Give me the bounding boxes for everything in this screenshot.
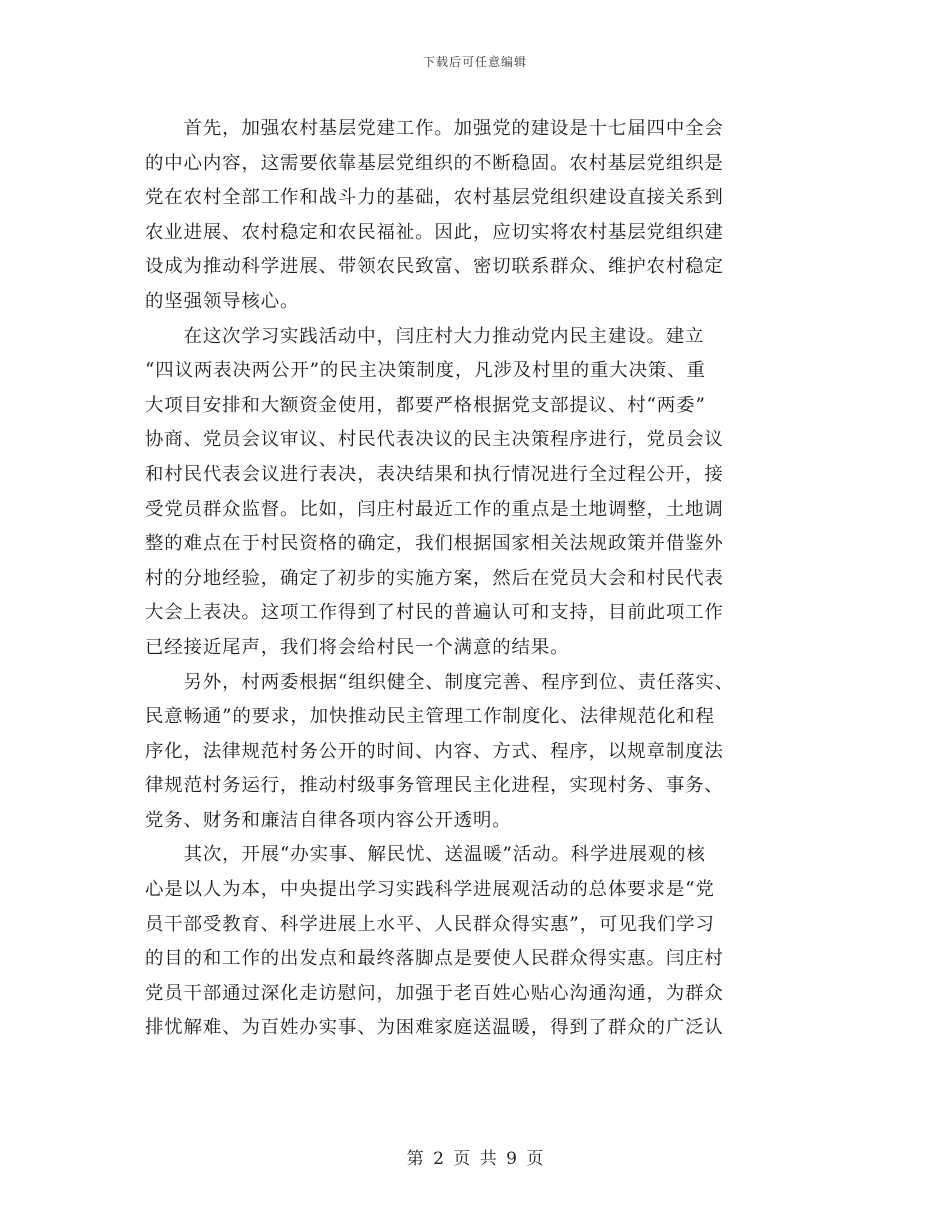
text-line: 的目的和工作的出发点和最终落脚点是要使人民群众得实惠。闫庄村 (145, 948, 724, 970)
text-line: 民意畅通”的要求，加快推动民主管理工作制度化、法律规范化和程 (145, 706, 715, 728)
paragraph (145, 320, 805, 666)
text-line: 和村民代表会议进行表决，表决结果和执行情况进行全过程公开，接 (145, 463, 724, 485)
text-line: 党员干部通过深化走访慰问，加强于老百姓心贴心沟通沟通，为群众 (145, 982, 724, 1004)
text-line: 大项目安排和大额资金使用，都要严格根据党支部提议、村“两委” (145, 394, 706, 416)
text-line: 排忧解难、为百姓办实事、为困难家庭送温暖，得到了群众的广泛认 (145, 1017, 724, 1039)
text-line: 序化，法律规范村务公开的时间、内容、方式、程序，以规章制度法 (145, 740, 724, 762)
text-line: 员干部受教育、科学进展上水平、人民群众得实惠”，可见我们学习 (145, 913, 715, 935)
text-line: 首先，加强农村基层党建工作。加强党的建设是十七届四中全会 (145, 118, 724, 139)
text-line: 协商、党员会议审议、村民代表决议的民主决策程序进行，党员会议 (145, 429, 724, 451)
text-line: 已经接近尾声，我们将会给村民一个满意的结果。 (145, 636, 570, 658)
paragraph (145, 112, 805, 320)
text-line: 农业进展、农村稳定和农民福祉。因此，应切实将农村基层党组织建 (145, 221, 724, 243)
page-header: 下载后可任意编辑 (422, 55, 527, 69)
paragraph (145, 666, 805, 839)
text-line: 大会上表决。这项工作得到了村民的普遍认可和支持，目前此项工作 (145, 602, 724, 624)
text-line: 党务、财务和廉洁自律各项内容公开透明。 (145, 809, 512, 831)
text-line: 心是以人为本，中央提出学习实践科学进展观活动的总体要求是“党 (145, 879, 715, 901)
text-line: 其次，开展“办实事、解民忧、送温暖”活动。科学进展观的核 (145, 844, 706, 866)
text-line: 整的难点在于村民资格的确定，我们根据国家相关法规政策并借鉴外 (145, 533, 724, 555)
text-line: 另外，村两委根据“组织健全、制度完善、程序到位、责任落实、 (145, 671, 735, 693)
text-line: 律规范村务运行，推动村级事务管理民主化进程，实现村务、事务、 (145, 775, 724, 797)
text-line: 在这次学习实践活动中，闫庄村大力推动党内民主建设。建立 (145, 325, 705, 347)
text-line: 党在农村全部工作和战斗力的基础，农村基层党组织建设直接关系到 (145, 187, 724, 209)
text-line: 受党员群众监督。比如，闫庄村最近工作的重点是土地调整，土地调 (145, 498, 724, 520)
text-line: 的坚强领导核心。 (145, 290, 300, 312)
page-footer: 第 2 页 共 9 页 (406, 1149, 544, 1169)
text-line: “四议两表决两公开”的民主决策制度，凡涉及村里的重大决策、重 (145, 360, 706, 382)
document-body (145, 112, 805, 1046)
text-line: 的中心内容，这需要依靠基层党组织的不断稳固。农村基层党组织是 (145, 152, 724, 174)
text-line: 设成为推动科学进展、带领农民致富、密切联系群众、维护农村稳定 (145, 256, 724, 278)
paragraph (145, 838, 805, 1046)
text-line: 村的分地经验，确定了初步的实施方案，然后在党员大会和村民代表 (145, 567, 724, 589)
